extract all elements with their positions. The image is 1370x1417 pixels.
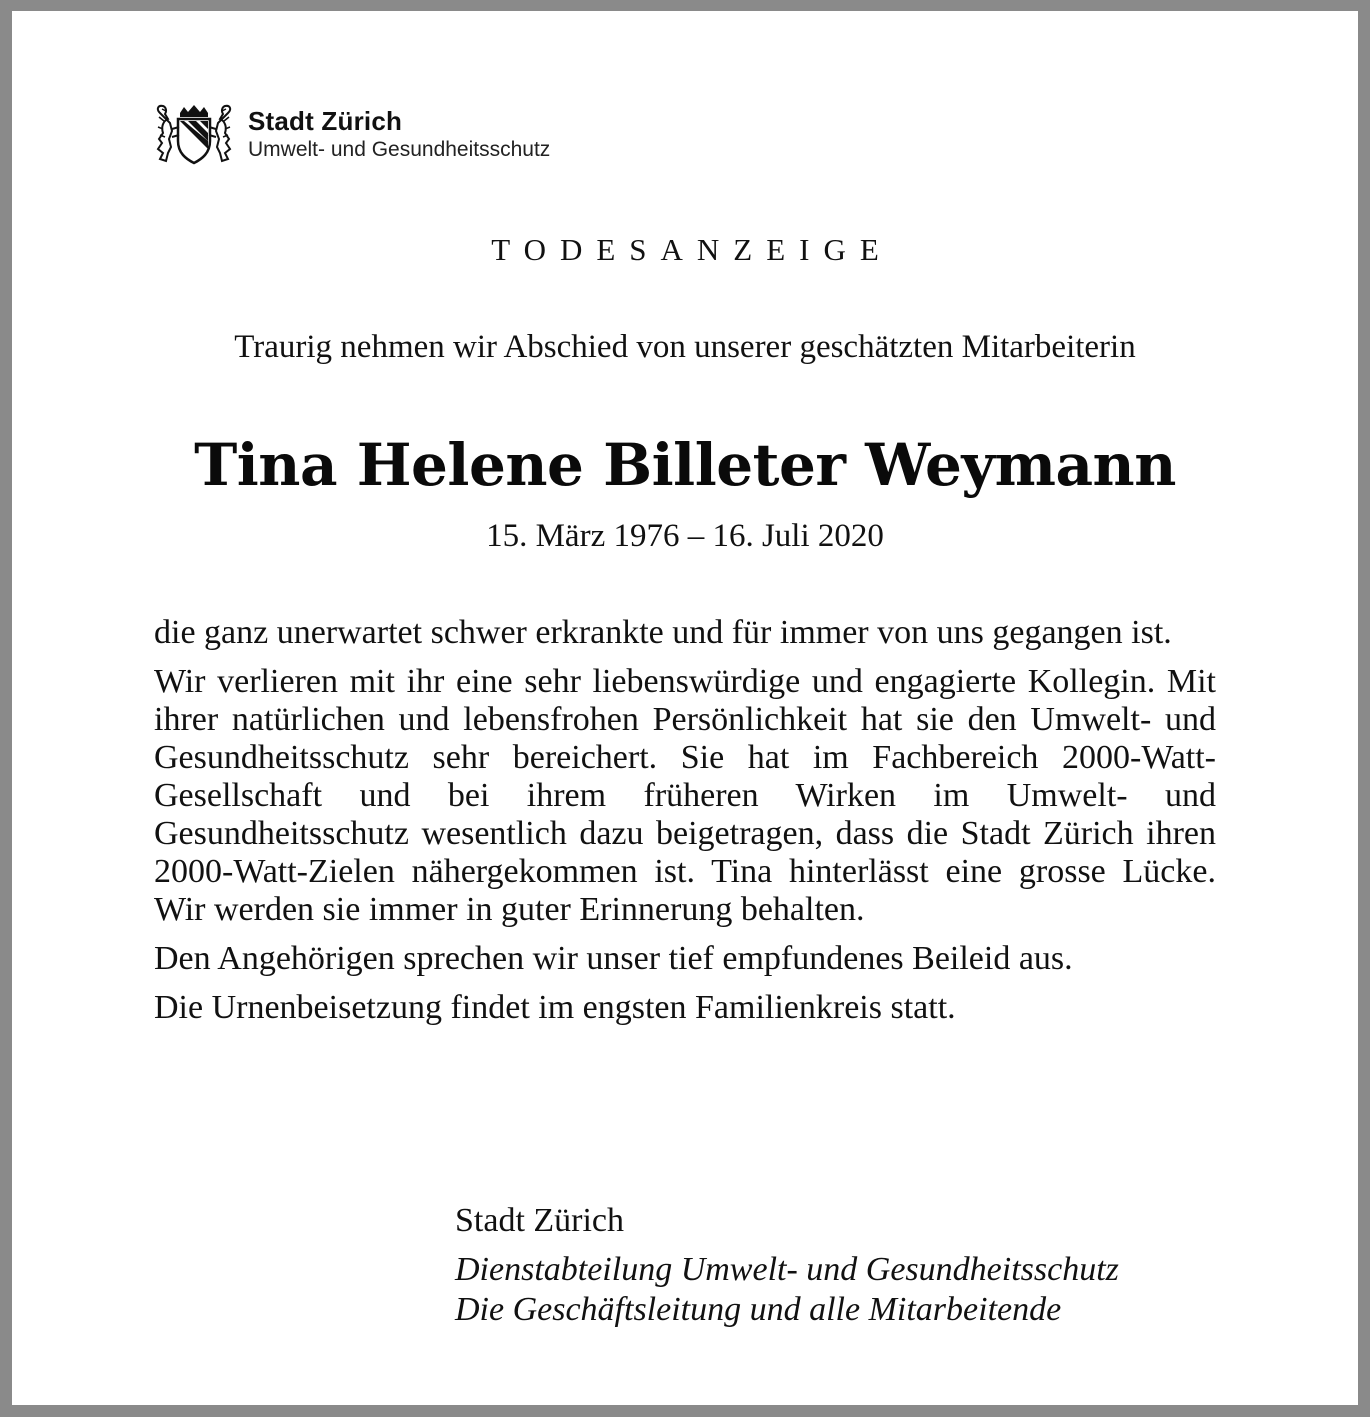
deceased-name: Tina Helene Billeter Weymann bbox=[194, 431, 1176, 499]
body-paragraph: Wir verlieren mit ihr eine sehr liebenswürdige und engagierte Kollegin. Mit ihrer natürlichen und lebensfrohen Persönlichkeit hat sie den Umwelt- und Gesundheitsschutz sehr bereichert. Sie hat im Fachbereich 2000-Watt-Gesellschaft und bei ihrem früheren Wirken im Umwelt- und Gesundheitsschutz wesentlich dazu beigetragen, dass die Stadt Zürich ihren 2000-Watt-Zielen nähergekommen ist. Tina hinterlässt eine grosse Lücke. Wir werden sie immer in guter Erinnerung behalten. bbox=[154, 663, 1216, 928]
department-name: Umwelt- und Gesundheitsschutz bbox=[248, 138, 551, 162]
life-dates: 15. März 1976 – 16. Juli 2020 bbox=[486, 518, 884, 554]
letterhead-text bbox=[248, 107, 550, 162]
notice-page bbox=[12, 11, 1358, 1405]
signature-staff: Die Geschäftsleitung und alle Mitarbeitende bbox=[455, 1291, 1062, 1328]
signature-org: Stadt Zürich bbox=[455, 1202, 625, 1239]
body-paragraph: Den Angehörigen sprechen wir unser tief empfundenes Beileid aus. bbox=[154, 940, 1073, 977]
intro-line: Traurig nehmen wir Abschied von unserer geschätzten Mitarbeiterin bbox=[234, 329, 1136, 365]
zurich-coat-of-arms-icon bbox=[154, 103, 234, 165]
body-paragraph: Die Urnenbeisetzung findet im engsten Familienkreis statt. bbox=[154, 989, 956, 1026]
body-paragraph: die ganz unerwartet schwer erkrankte und für immer von uns gegangen ist. bbox=[154, 614, 1172, 651]
notice-body bbox=[154, 614, 1216, 1038]
letterhead bbox=[154, 103, 550, 165]
signature-block bbox=[455, 1201, 1119, 1330]
org-name: Stadt Zürich bbox=[248, 105, 403, 136]
notice-heading: TODESANZEIGE bbox=[491, 232, 893, 267]
signature-department: Dienstabteilung Umwelt- und Gesundheitsschutz bbox=[455, 1251, 1119, 1288]
